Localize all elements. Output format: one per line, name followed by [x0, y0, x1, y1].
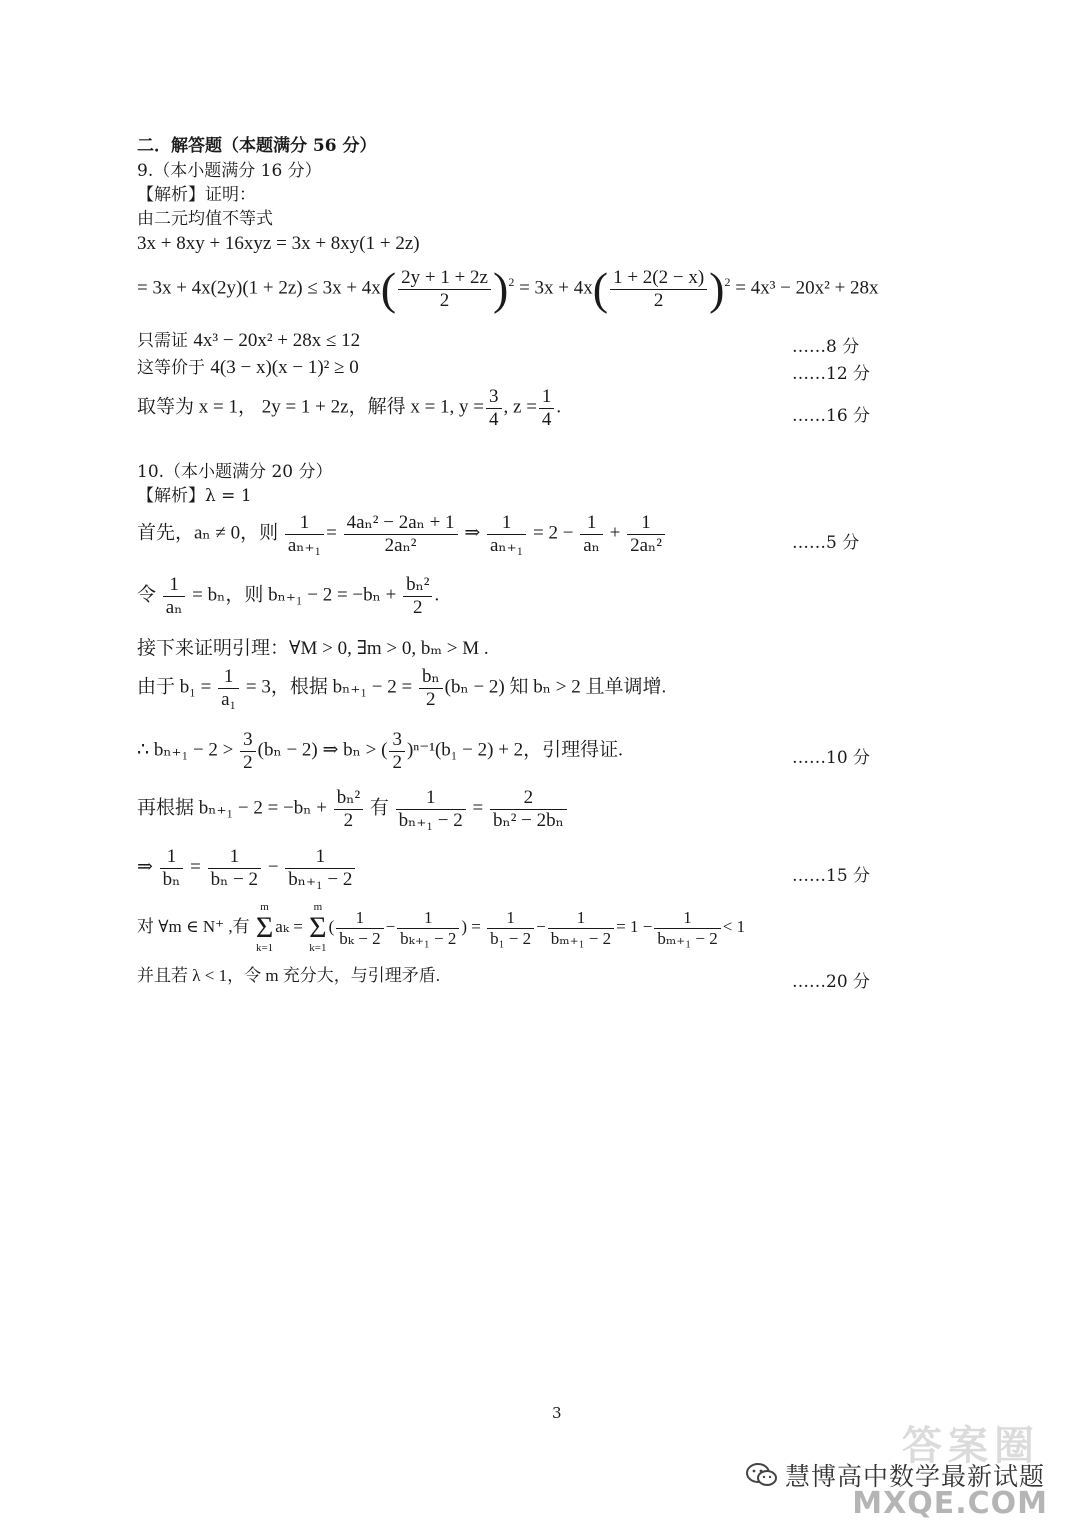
q10-line8: 对 ∀m ∈ N⁺ ,有 m Σ k=1aₖ = m Σ k=1( $\frac{1}{\text{bₖ − 2}}$ − $\frac{1}{\text{bₖ₊₁ − 2}}$ ) = $\frac{1}{\text{b₁ − 2}}$ − $\frac{1}{\text{bₘ₊₁ − 2}}$ = 1 − $\frac{1}{\text{bₘ₊₁ − 2}}$ < 1: [137, 901, 746, 954]
q10-l5-frac1: $\frac{3}{2}$: [240, 729, 256, 774]
watermark-account-name: 慧博高中数学最新试题: [784, 1462, 1045, 1491]
q10-l6-frac3: $\frac{2}{\text{bₙ² − 2bₙ}}$: [490, 787, 567, 832]
q10-l8-frac3: $\frac{1}{\text{b₁ − 2}}$: [487, 908, 534, 948]
q10-l1-frac5: $\frac{1}{\text{2aₙ²}}$: [627, 512, 665, 557]
q10-line3: 接下来证明引理：∀M > 0, ∃m > 0, bₘ > M .: [137, 638, 489, 659]
q10-l6-frac2: $\frac{1}{\text{bₙ₊₁ − 2}}$: [396, 787, 466, 832]
q10-line4: 由于 b₁ = $\frac{1}{\text{a₁}}$ = 3，根据 bₙ₊₁ − 2 = $\frac{\text{bₙ}}{2}$ (bₙ − 2) 知 bₙ > 2 且单调增.: [137, 666, 667, 710]
q10-l6-frac1: $\frac{\text{bₙ²}}{2}$: [334, 787, 363, 832]
q10-line1: 首先，aₙ ≠ 0，则 $\frac{1}{\text{aₙ₊₁}}$ = $\frac{\text{4aₙ² − 2aₙ + 1}}{\text{2aₙ²}}$ ⇒ $\frac{1}{\text{aₙ₊₁}}$ = 2 − $\frac{1}{\text{aₙ}}$ + $\frac{1}{\text{2aₙ²}}$: [137, 512, 667, 557]
q10-header: 10.（本小题满分 20 分）: [137, 462, 333, 482]
watermark-logo: 答案圈: [902, 1423, 1040, 1469]
q10-analysis: 【解析】λ = 1: [137, 486, 252, 506]
q10-line6: 再根据 bₙ₊₁ − 2 = −bₙ + $\frac{\text{bₙ²}}{2}$ 有 $\frac{1}{\text{bₙ₊₁ − 2}}$ = $\frac{2}{\text{bₙ² − 2bₙ}}$: [137, 787, 569, 832]
q9-need-points: ……8 分: [792, 337, 860, 357]
q10-line5-points: ……10 分: [792, 748, 871, 768]
q9-step2-a: = 3x + 4x(2y)(1 + 2z) ≤ 3x + 4x: [137, 277, 381, 299]
q10-l1-frac1: $\frac{1}{\text{aₙ₊₁}}$: [285, 512, 324, 557]
q10-l7-frac2: $\frac{1}{\text{bₙ − 2}}$: [208, 846, 261, 891]
q10-l1-frac2: $\frac{\text{4aₙ² − 2aₙ + 1}}{\text{2aₙ²}}$: [344, 512, 458, 557]
q10-l4-frac2: $\frac{\text{bₙ}}{2}$: [419, 666, 443, 711]
wechat-icon: [745, 1462, 779, 1488]
q10-line7-points: ……15 分: [792, 866, 871, 886]
q9-analysis: 【解析】证明：: [137, 185, 256, 205]
watermark-site: MXQE.COM: [852, 1486, 1048, 1521]
q10-l2-frac2: $\frac{\text{bₙ²}}{2}$: [403, 574, 432, 619]
q10-l8-frac2: $\frac{1}{\text{bₖ₊₁ − 2}}$: [397, 908, 459, 948]
q10-l8-frac5: $\frac{1}{\text{bₘ₊₁ − 2}}$: [654, 908, 720, 948]
q9-equality: 取等为 x = 1， 2y = 1 + 2z，解得 x = 1, y = $\frac{3}{4}$ , z = $\frac{1}{4}$ .: [137, 386, 562, 430]
q9-step2-frac2: $\frac{1 + 2(2 - x)}{2}$: [610, 267, 707, 312]
sum-symbol-2: m Σ k=1: [309, 901, 327, 954]
q10-line9: 并且若 λ < 1，令 m 充分大，与引理矛盾.: [137, 966, 441, 985]
q10-line1-points: ……5 分: [792, 533, 860, 553]
q9-step2: = 3x + 4x(2y)(1 + 2z) ≤ 3x + 4x( $\frac{2y + 1 + 2z}{2}$ )$^2$ = 3x + 4x( $\frac{1 + 2(2 - x)}{2}$ )$^2$ = 4x³ − 20x² + 28x: [137, 263, 879, 314]
q9-header: 9.（本小题满分 16 分）: [137, 161, 322, 181]
q9-z-frac: $\frac{1}{4}$: [539, 386, 555, 431]
q9-need: 只需证 4x³ − 20x² + 28x ≤ 12: [137, 330, 361, 351]
q10-l5-frac2: $\frac{3}{2}$: [389, 729, 405, 774]
q9-y-frac: $\frac{3}{4}$: [486, 386, 502, 431]
q10-l1-frac4: $\frac{1}{\text{aₙ}}$: [580, 512, 603, 557]
page-number: 3: [552, 1404, 562, 1422]
q9-step1: 3x + 8xy + 16xyz = 3x + 8xy(1 + 2z): [137, 233, 420, 254]
q10-l1-frac3: $\frac{1}{\text{aₙ₊₁}}$: [487, 512, 526, 557]
q9-intro: 由二元均值不等式: [137, 209, 273, 229]
q10-l2-frac1: $\frac{1}{\text{aₙ}}$: [163, 574, 186, 619]
q9-step2-c: = 4x³ − 20x² + 28x: [735, 277, 879, 299]
q10-line7: ⇒ $\frac{1}{\text{bₙ}}$ = $\frac{1}{\text{bₙ − 2}}$ − $\frac{1}{\text{bₙ₊₁ − 2}}$: [137, 846, 357, 891]
q9-step2-b: = 3x + 4x: [519, 277, 593, 299]
q9-step2-frac1: $\frac{2y + 1 + 2z}{2}$: [398, 267, 491, 312]
q9-equality-points: ……16 分: [792, 406, 871, 426]
q10-l8-frac1: $\frac{1}{\text{bₖ − 2}}$: [336, 908, 383, 948]
q10-line9-points: ……20 分: [792, 972, 871, 992]
q10-l4-frac1: $\frac{1}{\text{a₁}}$: [218, 666, 239, 711]
q10-l7-frac1: $\frac{1}{\text{bₙ}}$: [160, 846, 184, 891]
section-heading: 二．解答题（本题满分 56 分）: [137, 136, 377, 156]
q10-line5: ∴ bₙ₊₁ − 2 > $\frac{3}{2}$ (bₙ − 2) ⇒ bₙ > ( $\frac{3}{2}$ )ⁿ⁻¹(b₁ − 2) + 2，引理得证.: [137, 729, 623, 773]
q10-l8-frac4: $\frac{1}{\text{bₘ₊₁ − 2}}$: [548, 908, 614, 948]
sum-symbol-1: m Σ k=1: [255, 901, 274, 954]
q10-line2: 令 $\frac{1}{\text{aₙ}}$ = bₙ，则 bₙ₊₁ − 2 = −bₙ + $\frac{\text{bₙ²}}{2}$ .: [137, 574, 440, 618]
q10-l7-frac3: $\frac{1}{\text{bₙ₊₁ − 2}}$: [285, 846, 355, 891]
q9-equiv: 这等价于 4(3 − x)(x − 1)² ≥ 0: [137, 357, 359, 378]
q9-need-expr: 4x³ − 20x² + 28x ≤ 12: [193, 330, 361, 351]
q9-equiv-points: ……12 分: [792, 364, 871, 384]
q9-equiv-expr: 4(3 − x)(x − 1)² ≥ 0: [210, 357, 359, 378]
